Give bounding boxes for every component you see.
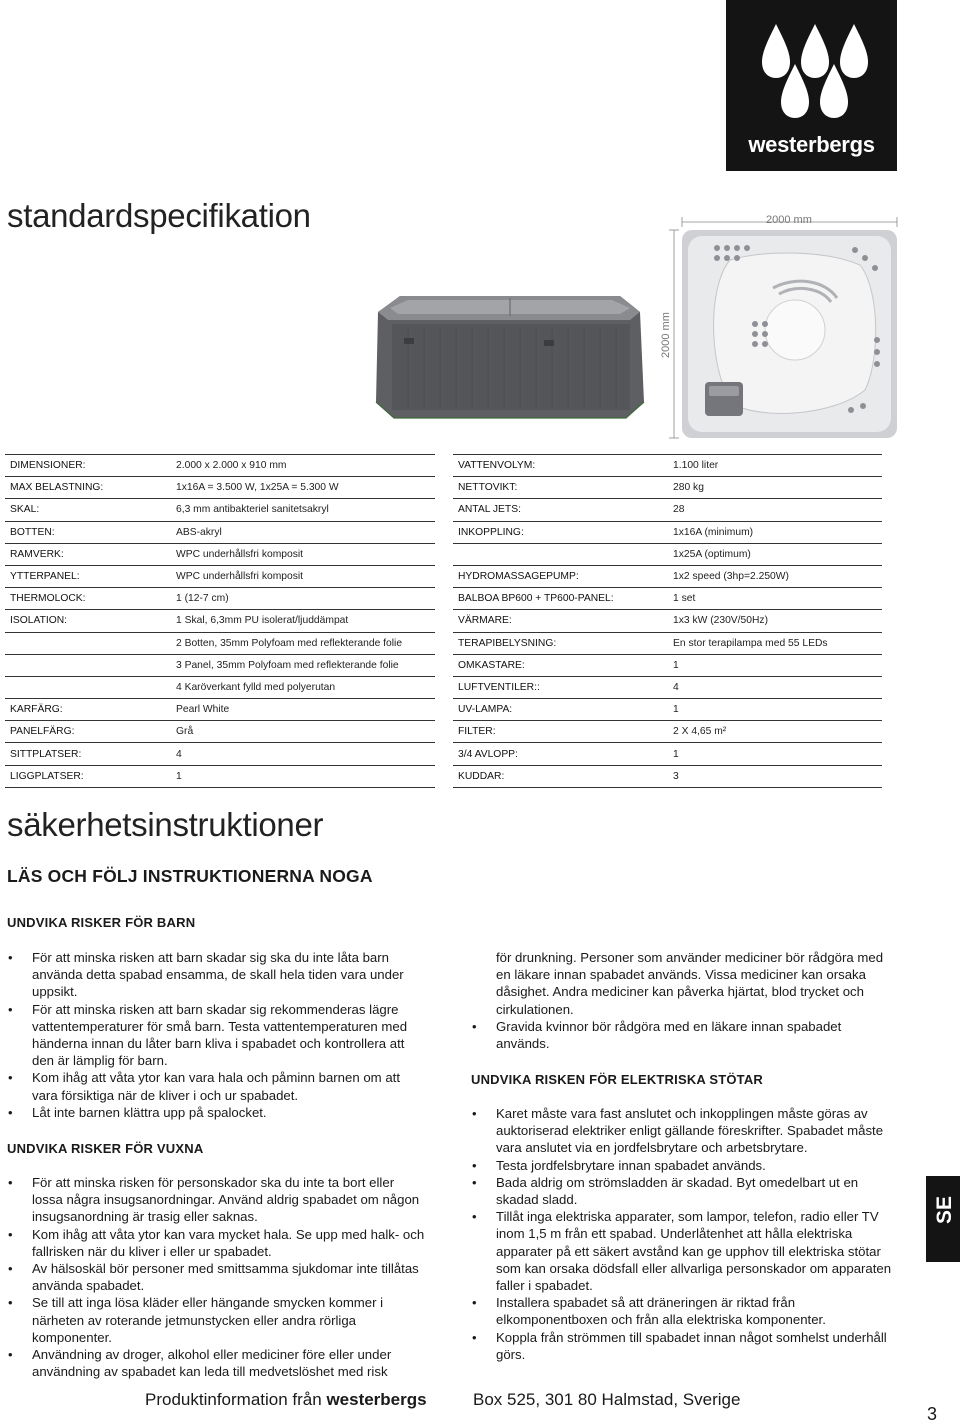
spec-row bbox=[453, 698, 882, 720]
spec-row bbox=[453, 454, 882, 476]
spec-label: SKAL: bbox=[10, 504, 40, 516]
spec-row bbox=[5, 654, 435, 676]
spec-row bbox=[5, 632, 435, 654]
spec-value: 4 Karöverkant fylld med polyerutan bbox=[176, 681, 336, 693]
bullet-item: • Installera spabadet så att dräneringen är riktad från elkomponentboxen och från alla elektriska komponenter. bbox=[471, 1294, 896, 1328]
spec-row bbox=[5, 565, 435, 587]
bullet-item: • Låt inte barnen klättra upp på spalocket. bbox=[7, 1104, 427, 1121]
spec-row bbox=[453, 498, 882, 520]
spec-value: 1 bbox=[673, 659, 679, 671]
spec-row bbox=[5, 587, 435, 609]
depth-dimension: 2000 mm bbox=[660, 312, 672, 358]
spec-value: 28 bbox=[673, 504, 685, 516]
spec-row bbox=[5, 454, 435, 476]
bullet-item: • Användning av droger, alkohol eller mediciner före eller under användning av spabadet kan leda till medvetslöshet med risk bbox=[7, 1346, 427, 1380]
spec-table-right bbox=[453, 454, 882, 788]
bullet-item: • För att minska risken för personskador ska du inte ta bort eller lossa några insugsanordningar. Använd aldrig spabadet om någon insugsanordning är trasig eller saknas. bbox=[7, 1174, 427, 1226]
spec-label: INKOPPLING: bbox=[458, 526, 524, 538]
spec-value: 6,3 mm antibakteriel sanitetsakryl bbox=[176, 504, 329, 516]
spec-label: FILTER: bbox=[458, 726, 496, 738]
spec-value: 1 set bbox=[673, 593, 696, 605]
spec-value: 4 bbox=[176, 748, 182, 760]
spec-value: 1 (12-7 cm) bbox=[176, 593, 229, 605]
safety-main-heading: LÄS OCH FÖLJ INSTRUKTIONERNA NOGA bbox=[7, 866, 373, 886]
spec-label: TERAPIBELYSNING: bbox=[458, 637, 557, 649]
spec-label: LIGGPLATSER: bbox=[10, 770, 84, 782]
spec-label: SITTPLATSER: bbox=[10, 748, 82, 760]
spec-value: 1x16A = 3.500 W, 1x25A = 5.300 W bbox=[176, 482, 339, 494]
spec-value: 1 Skal, 6,3mm PU isolerat/ljuddämpat bbox=[176, 615, 349, 627]
bullet-item: • Tillåt inga elektriska apparater, som lampor, telefon, radio eller TV inom 1,5 m från ett spabad. Underlåtenhet att hålla elektriska apparater på ett säkert avstånd kan ge upphov till elektriska stötar som kan orsaka dödsfall eller allvarliga personskador om apparaten faller i spabadet. bbox=[471, 1208, 896, 1294]
spec-value: 2 X 4,65 m² bbox=[673, 726, 727, 738]
spec-label: VÄRMARE: bbox=[458, 615, 512, 627]
bullet-item: • För att minska risken att barn skadar sig rekommenderas lägre vattentemperaturer för små barn. Testa vattentemperaturen med händerna innan du låter barn kliva i spabadet och kontrollera att den är lämplig för barn. bbox=[7, 1001, 427, 1070]
spec-value: 1 bbox=[673, 704, 679, 716]
spec-row bbox=[453, 587, 882, 609]
spec-label: ISOLATION: bbox=[10, 615, 68, 627]
footer-brand: westerbergs bbox=[326, 1390, 427, 1409]
safety-title: säkerhetsinstruktioner bbox=[7, 806, 324, 843]
spec-value: 1x3 kW (230V/50Hz) bbox=[673, 615, 768, 627]
bullet-item: • Bada aldrig om strömsladden är skadad. Byt omedelbart ut en skadad sladd. bbox=[471, 1174, 896, 1208]
adults-list bbox=[7, 1174, 427, 1380]
footer-product-info bbox=[145, 1390, 427, 1410]
spec-row bbox=[5, 742, 435, 764]
spec-value: En stor terapilampa med 55 LEDs bbox=[673, 637, 828, 649]
spec-value: 1.100 liter bbox=[673, 460, 719, 472]
spec-label: 3/4 AVLOPP: bbox=[458, 748, 518, 760]
spec-row bbox=[5, 543, 435, 565]
children-heading: UNDVIKA RISKER FÖR BARN bbox=[7, 915, 196, 930]
spec-value: 3 Panel, 35mm Polyfoam med reflekterande folie bbox=[176, 659, 399, 671]
footer-address: Box 525, 301 80 Halmstad, Sverige bbox=[473, 1390, 741, 1409]
spec-row bbox=[453, 765, 882, 787]
spec-value: 1 bbox=[673, 748, 679, 760]
page-number: 3 bbox=[927, 1404, 938, 1424]
spec-label: RAMVERK: bbox=[10, 548, 64, 560]
spec-row bbox=[5, 476, 435, 498]
spec-label: NETTOVIKT: bbox=[458, 482, 518, 494]
spec-value: 1x16A (minimum) bbox=[673, 526, 754, 538]
spec-row bbox=[5, 676, 435, 698]
bullet-item: • Kom ihåg att våta ytor kan vara mycket hala. Se upp med halk- och fallrisken när du kliver i eller ur spabadet. bbox=[7, 1226, 427, 1260]
spec-row bbox=[5, 521, 435, 543]
spec-row bbox=[453, 676, 882, 698]
spec-label: LUFTVENTILER:: bbox=[458, 681, 540, 693]
spa-plan-diagram bbox=[655, 210, 905, 442]
spec-row bbox=[5, 720, 435, 742]
logo-wordmark: westerbergs bbox=[748, 132, 875, 157]
spec-label: DIMENSIONER: bbox=[10, 460, 86, 472]
spec-label: PANELFÄRG: bbox=[10, 726, 75, 738]
spec-value: WPC underhållsfri komposit bbox=[176, 548, 304, 560]
spec-value: 2 Botten, 35mm Polyfoam med reflekterande folie bbox=[176, 637, 403, 649]
spec-row bbox=[453, 632, 882, 654]
spec-row bbox=[453, 565, 882, 587]
spec-label: THERMOLOCK: bbox=[10, 593, 86, 605]
spec-label: OMKASTARE: bbox=[458, 659, 525, 671]
adults-heading: UNDVIKA RISKER FÖR VUXNA bbox=[7, 1141, 204, 1156]
bullet-item: • Av hälsoskäl bör personer med smittsamma sjukdomar inte tillåtas använda spabadet. bbox=[7, 1260, 427, 1294]
water-drops-icon bbox=[726, 0, 897, 130]
spec-value: 1x2 speed (3hp=2.250W) bbox=[673, 571, 789, 583]
spec-value: 4 bbox=[673, 681, 679, 693]
language-tab-label: SE bbox=[933, 1195, 956, 1224]
spec-label: YTTERPANEL: bbox=[10, 571, 80, 583]
spec-row bbox=[5, 765, 435, 787]
spec-title: standardspecifikation bbox=[7, 197, 311, 234]
electric-heading: UNDVIKA RISKEN FÖR ELEKTRISKA STÖTAR bbox=[471, 1072, 764, 1087]
spec-label: MAX BELASTNING: bbox=[10, 482, 104, 494]
spec-label: BOTTEN: bbox=[10, 526, 55, 538]
spec-row bbox=[453, 476, 882, 498]
spec-value: ABS-akryl bbox=[176, 526, 222, 538]
bullet-item: • Se till att inga lösa kläder eller hängande smycken kommer i närheten av roterande jetmunstycken eller andra rörliga komponenter. bbox=[7, 1294, 427, 1346]
spec-value: 3 bbox=[673, 770, 679, 782]
spec-label: BALBOA BP600 + TP600-PANEL: bbox=[458, 593, 614, 605]
adults-continued-text: för drunkning. Personer som använder mediciner bör rådgöra med en läkare innan spabadet används. Vissa mediciner kan orsaka dåsighet. Andra mediciner kan påverka hjärtat, blod trycket och cirkulationen. bbox=[496, 950, 884, 1017]
language-tab bbox=[926, 1176, 960, 1262]
spec-row bbox=[5, 609, 435, 631]
spec-row bbox=[5, 698, 435, 720]
spec-label: ANTAL JETS: bbox=[458, 504, 521, 516]
width-dimension: 2000 mm bbox=[766, 214, 812, 226]
spec-row bbox=[453, 543, 882, 565]
spec-table-left bbox=[5, 454, 435, 788]
spec-row bbox=[453, 654, 882, 676]
spec-value: 2.000 x 2.000 x 910 mm bbox=[176, 460, 287, 472]
footer-prefix: Produktinformation från bbox=[145, 1390, 322, 1409]
bullet-item: • Karet måste vara fast anslutet och inkopplingen måste göras av auktoriserad elektriker enligt gällande föreskrifter. Spabadet måste vara anslutet via en jordfelsbrytare och arbetsbrytare. bbox=[471, 1105, 896, 1157]
spec-value: 1 bbox=[176, 770, 182, 782]
spec-value: 280 kg bbox=[673, 482, 704, 494]
spec-row bbox=[453, 720, 882, 742]
bullet-item: • Koppla från strömmen till spabadet innan något somhelst underhåll görs. bbox=[471, 1329, 896, 1363]
westerbergs-logo bbox=[726, 0, 897, 171]
spec-value: 1x25A (optimum) bbox=[673, 548, 751, 560]
children-list bbox=[7, 949, 427, 1121]
spec-label: VATTENVOLYM: bbox=[458, 460, 536, 472]
spec-value: Pearl White bbox=[176, 704, 230, 716]
spec-row bbox=[453, 742, 882, 764]
bullet-item: • För att minska risken att barn skadar sig ska du inte låta barn använda detta spabad ensamma, de skall hela tiden vara under uppsikt. bbox=[7, 949, 427, 1001]
spec-row bbox=[453, 609, 882, 631]
spec-label: KARFÄRG: bbox=[10, 704, 63, 716]
spec-label: UV-LAMPA: bbox=[458, 704, 513, 716]
bullet-item: • Kom ihåg att våta ytor kan vara hala och påminn barnen om att vara försiktiga när de kliver i och ur spabadet. bbox=[7, 1069, 427, 1103]
spec-label: KUDDAR: bbox=[458, 770, 505, 782]
adults-list-continued bbox=[471, 1018, 896, 1052]
bullet-item: • Testa jordfelsbrytare innan spabadet används. bbox=[471, 1157, 896, 1174]
electric-list bbox=[471, 1105, 896, 1363]
spec-label: HYDROMASSAGEPUMP: bbox=[458, 571, 579, 583]
spec-row bbox=[5, 498, 435, 520]
bullet-item: • Gravida kvinnor bör rådgöra med en läkare innan spabadet används. bbox=[471, 1018, 896, 1052]
spa-photo bbox=[368, 290, 650, 430]
spec-value: Grå bbox=[176, 726, 194, 738]
spec-value: WPC underhållsfri komposit bbox=[176, 571, 304, 583]
spec-row bbox=[453, 521, 882, 543]
